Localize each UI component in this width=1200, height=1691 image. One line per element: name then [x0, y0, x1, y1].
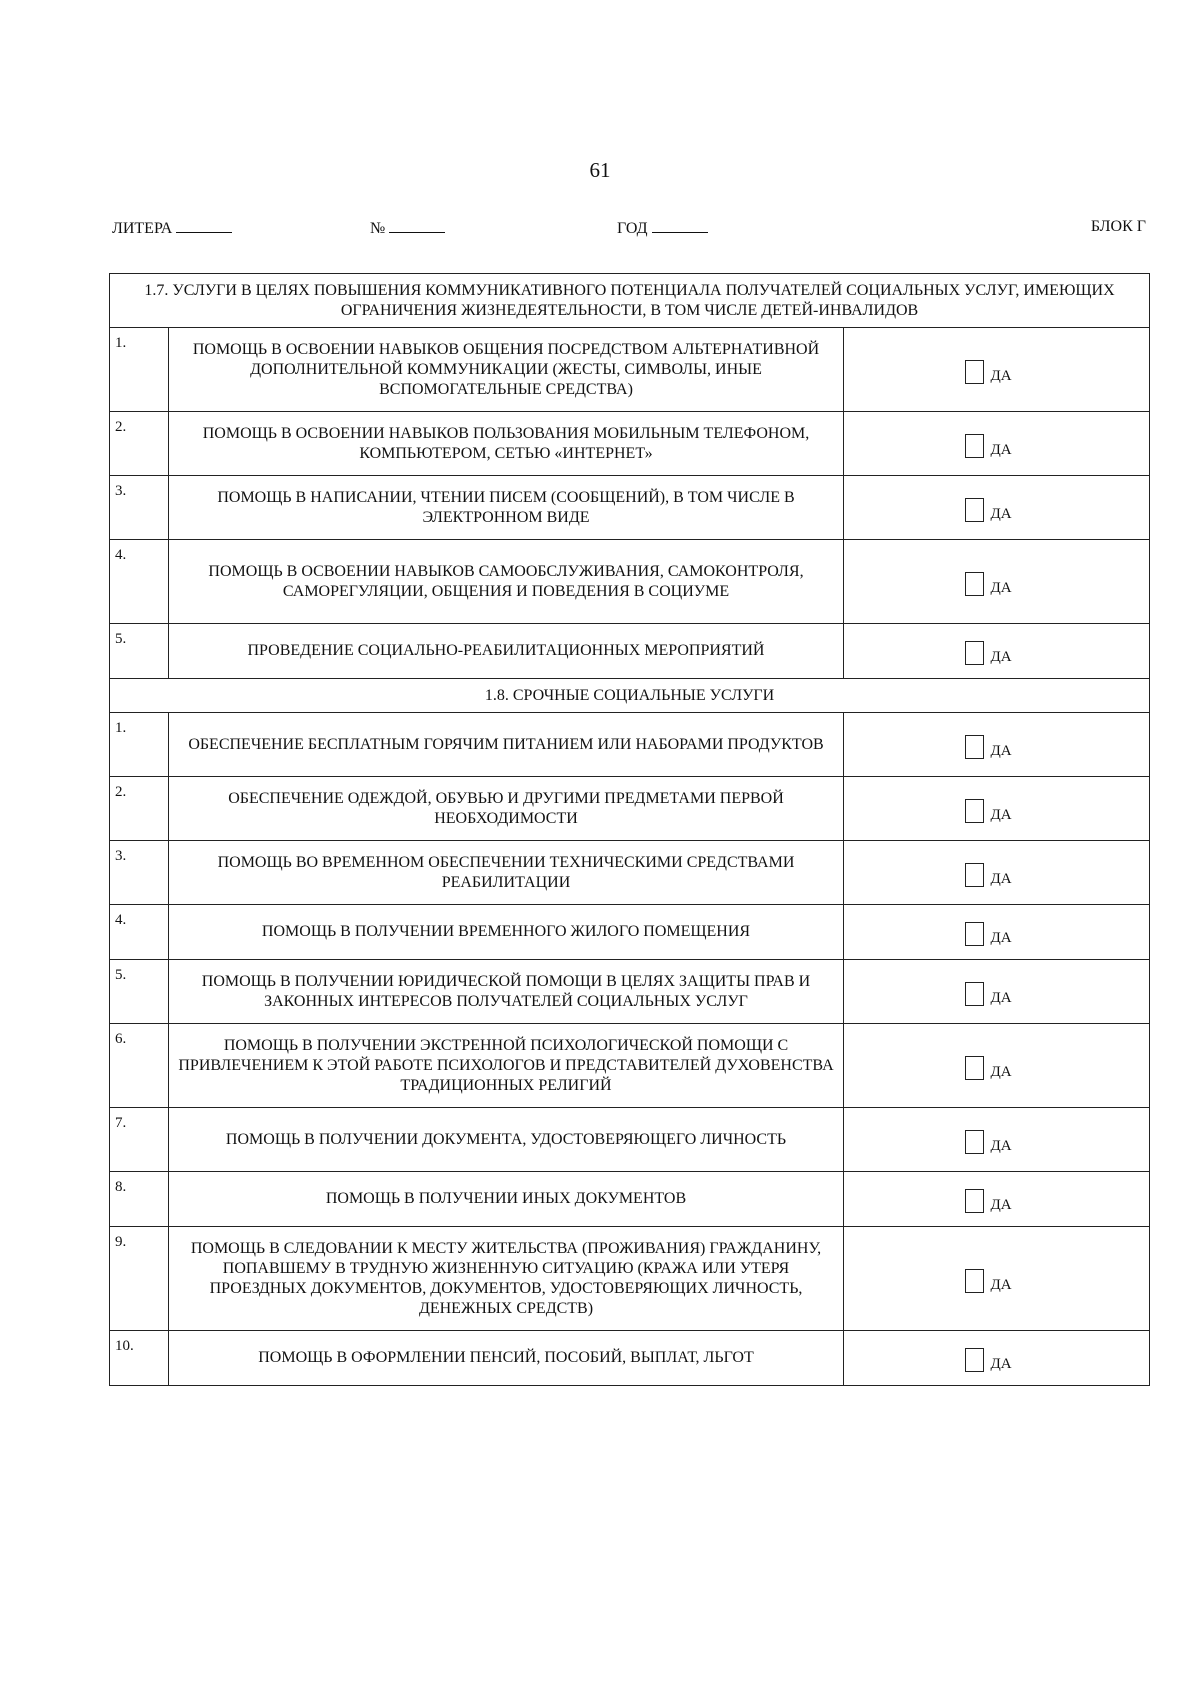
- checkbox-cell: [844, 1227, 1150, 1331]
- yes-label: ДА: [990, 441, 1012, 458]
- checkbox-cell: [844, 960, 1150, 1024]
- table-row: [110, 1108, 1150, 1172]
- yes-option: [965, 434, 1011, 458]
- yes-checkbox[interactable]: [965, 360, 984, 384]
- yes-option: [965, 572, 1011, 596]
- service-description: ПОМОЩЬ В ОСВОЕНИИ НАВЫКОВ ОБЩЕНИЯ ПОСРЕДСТВОМ АЛЬТЕРНАТИВНОЙ ДОПОЛНИТЕЛЬНОЙ КОММУНИКАЦИИ (ЖЕСТЫ, СИМВОЛЫ, ИНЫЕ ВСПОМОГАТЕЛЬНЫЕ СРЕДСТВА): [169, 328, 844, 412]
- service-description: ОБЕСПЕЧЕНИЕ ОДЕЖДОЙ, ОБУВЬЮ И ДРУГИМИ ПРЕДМЕТАМИ ПЕРВОЙ НЕОБХОДИМОСТИ: [169, 777, 844, 841]
- row-number: 4.: [110, 905, 169, 960]
- service-description: ПОМОЩЬ В ПОЛУЧЕНИИ ИНЫХ ДОКУМЕНТОВ: [169, 1172, 844, 1227]
- litera-field: [112, 218, 232, 238]
- service-description: ПРОВЕДЕНИЕ СОЦИАЛЬНО-РЕАБИЛИТАЦИОННЫХ МЕРОПРИЯТИЙ: [169, 624, 844, 679]
- yes-checkbox[interactable]: [965, 572, 984, 596]
- service-description: ОБЕСПЕЧЕНИЕ БЕСПЛАТНЫМ ГОРЯЧИМ ПИТАНИЕМ ИЛИ НАБОРАМИ ПРОДУКТОВ: [169, 713, 844, 777]
- yes-label: ДА: [990, 1137, 1012, 1154]
- section-header-row: [110, 274, 1150, 328]
- yes-checkbox[interactable]: [965, 982, 984, 1006]
- yes-checkbox[interactable]: [965, 498, 984, 522]
- yes-label: ДА: [990, 367, 1012, 384]
- table-row: [110, 905, 1150, 960]
- yes-option: [965, 1348, 1011, 1372]
- yes-label: ДА: [990, 870, 1012, 887]
- section-title: 1.8. СРОЧНЫЕ СОЦИАЛЬНЫЕ УСЛУГИ: [110, 679, 1150, 713]
- checkbox-cell: [844, 1172, 1150, 1227]
- checkbox-cell: [844, 841, 1150, 905]
- yes-checkbox[interactable]: [965, 1269, 984, 1293]
- yes-option: [965, 1189, 1011, 1213]
- yes-label: ДА: [990, 505, 1012, 522]
- row-number: 2.: [110, 777, 169, 841]
- checkbox-cell: [844, 624, 1150, 679]
- row-number: 2.: [110, 412, 169, 476]
- row-number: 8.: [110, 1172, 169, 1227]
- table-row: [110, 960, 1150, 1024]
- yes-option: [965, 799, 1011, 823]
- year-input-line[interactable]: [652, 218, 708, 233]
- row-number: 5.: [110, 960, 169, 1024]
- table-row: [110, 713, 1150, 777]
- yes-label: ДА: [990, 806, 1012, 823]
- page-number: 61: [589, 158, 611, 182]
- services-table: [109, 273, 1150, 1386]
- table-row: [110, 624, 1150, 679]
- yes-label: ДА: [990, 1197, 1012, 1213]
- service-description: ПОМОЩЬ ВО ВРЕМЕННОМ ОБЕСПЕЧЕНИИ ТЕХНИЧЕСКИМИ СРЕДСТВАМИ РЕАБИЛИТАЦИИ: [169, 841, 844, 905]
- checkbox-cell: [844, 713, 1150, 777]
- yes-label: ДА: [990, 1356, 1012, 1372]
- service-description: ПОМОЩЬ В ПОЛУЧЕНИИ ДОКУМЕНТА, УДОСТОВЕРЯЮЩЕГО ЛИЧНОСТЬ: [169, 1108, 844, 1172]
- checkbox-cell: [844, 905, 1150, 960]
- row-number: 5.: [110, 624, 169, 679]
- yes-option: [965, 735, 1011, 759]
- row-number: 7.: [110, 1108, 169, 1172]
- yes-option: [965, 641, 1011, 665]
- form-header: [112, 218, 1146, 242]
- yes-label: ДА: [990, 930, 1012, 946]
- row-number: 3.: [110, 841, 169, 905]
- checkbox-cell: [844, 1331, 1150, 1386]
- yes-checkbox[interactable]: [965, 641, 984, 665]
- service-description: ПОМОЩЬ В НАПИСАНИИ, ЧТЕНИИ ПИСЕМ (СООБЩЕНИЙ), В ТОМ ЧИСЛЕ В ЭЛЕКТРОННОМ ВИДЕ: [169, 476, 844, 540]
- checkbox-cell: [844, 777, 1150, 841]
- yes-checkbox[interactable]: [965, 1130, 984, 1154]
- row-number: 10.: [110, 1331, 169, 1386]
- litera-label: ЛИТЕРА: [112, 220, 173, 237]
- yes-label: ДА: [990, 1276, 1012, 1293]
- yes-label: ДА: [990, 989, 1012, 1006]
- service-description: ПОМОЩЬ В ОСВОЕНИИ НАВЫКОВ ПОЛЬЗОВАНИЯ МОБИЛЬНЫМ ТЕЛЕФОНОМ, КОМПЬЮТЕРОМ, СЕТЬЮ «ИНТЕРНЕТ»: [169, 412, 844, 476]
- yes-label: ДА: [990, 742, 1012, 759]
- yes-label: ДА: [990, 579, 1012, 596]
- service-description: ПОМОЩЬ В ОФОРМЛЕНИИ ПЕНСИЙ, ПОСОБИЙ, ВЫПЛАТ, ЛЬГОТ: [169, 1331, 844, 1386]
- number-label: №: [370, 220, 386, 237]
- checkbox-cell: [844, 476, 1150, 540]
- service-description: ПОМОЩЬ В ПОЛУЧЕНИИ ЭКСТРЕННОЙ ПСИХОЛОГИЧЕСКОЙ ПОМОЩИ С ПРИВЛЕЧЕНИЕМ К ЭТОЙ РАБОТЕ ПСИХОЛОГОВ И ПРЕДСТАВИТЕЛЕЙ ДУХОВЕНСТВА ТРАДИЦИОННЫХ РЕЛИГИЙ: [169, 1024, 844, 1108]
- yes-option: [965, 922, 1011, 946]
- table-row: [110, 540, 1150, 624]
- yes-checkbox[interactable]: [965, 1348, 984, 1372]
- checkbox-cell: [844, 412, 1150, 476]
- row-number: 1.: [110, 713, 169, 777]
- block-label: БЛОК Г: [1090, 218, 1146, 235]
- service-description: ПОМОЩЬ В ПОЛУЧЕНИИ ЮРИДИЧЕСКОЙ ПОМОЩИ В ЦЕЛЯХ ЗАЩИТЫ ПРАВ И ЗАКОННЫХ ИНТЕРЕСОВ ПОЛУЧАТЕЛЕЙ СОЦИАЛЬНЫХ УСЛУГ: [169, 960, 844, 1024]
- row-number: 1.: [110, 328, 169, 412]
- yes-option: [965, 1056, 1011, 1080]
- row-number: 3.: [110, 476, 169, 540]
- section-title: 1.7. УСЛУГИ В ЦЕЛЯХ ПОВЫШЕНИЯ КОММУНИКАТИВНОГО ПОТЕНЦИАЛА ПОЛУЧАТЕЛЕЙ СОЦИАЛЬНЫХ УСЛУГ, ИМЕЮЩИХ ОГРАНИЧЕНИЯ ЖИЗНЕДЕЯТЕЛЬНОСТИ, В ТОМ ЧИСЛЕ ДЕТЕЙ-ИНВАЛИДОВ: [110, 274, 1150, 328]
- yes-option: [965, 863, 1011, 887]
- table-row: [110, 841, 1150, 905]
- number-field: [370, 218, 445, 238]
- yes-option: [965, 360, 1011, 384]
- yes-checkbox[interactable]: [965, 863, 984, 887]
- yes-option: [965, 1269, 1011, 1293]
- row-number: 6.: [110, 1024, 169, 1108]
- section-header-row: [110, 679, 1150, 713]
- row-number: 4.: [110, 540, 169, 624]
- service-description: ПОМОЩЬ В ПОЛУЧЕНИИ ВРЕМЕННОГО ЖИЛОГО ПОМЕЩЕНИЯ: [169, 905, 844, 960]
- year-field: [617, 218, 708, 238]
- table-row: [110, 476, 1150, 540]
- checkbox-cell: [844, 540, 1150, 624]
- number-input-line[interactable]: [389, 218, 445, 233]
- service-description: ПОМОЩЬ В ОСВОЕНИИ НАВЫКОВ САМООБСЛУЖИВАНИЯ, САМОКОНТРОЛЯ, САМОРЕГУЛЯЦИИ, ОБЩЕНИЯ И ПОВЕДЕНИЯ В СОЦИУМЕ: [169, 540, 844, 624]
- litera-input-line[interactable]: [176, 218, 232, 233]
- yes-option: [965, 498, 1011, 522]
- yes-option: [965, 982, 1011, 1006]
- table-row: [110, 328, 1150, 412]
- yes-checkbox[interactable]: [965, 922, 984, 946]
- yes-checkbox[interactable]: [965, 735, 984, 759]
- table-row: [110, 1024, 1150, 1108]
- yes-checkbox[interactable]: [965, 434, 984, 458]
- yes-checkbox[interactable]: [965, 799, 984, 823]
- table-row: [110, 777, 1150, 841]
- table-row: [110, 412, 1150, 476]
- yes-label: ДА: [990, 649, 1012, 665]
- year-label: ГОД: [617, 220, 648, 237]
- service-description: ПОМОЩЬ В СЛЕДОВАНИИ К МЕСТУ ЖИТЕЛЬСТВА (ПРОЖИВАНИЯ) ГРАЖДАНИНУ, ПОПАВШЕМУ В ТРУДНУЮ ЖИЗНЕННУЮ СИТУАЦИЮ (КРАЖА ИЛИ УТЕРЯ ПРОЕЗДНЫХ ДОКУМЕНТОВ, ДОКУМЕНТОВ, УДОСТОВЕРЯЮЩИХ ЛИЧНОСТЬ, ДЕНЕЖНЫХ СРЕДСТВ): [169, 1227, 844, 1331]
- table-row: [110, 1331, 1150, 1386]
- table-row: [110, 1227, 1150, 1331]
- checkbox-cell: [844, 1024, 1150, 1108]
- table-row: [110, 1172, 1150, 1227]
- row-number: 9.: [110, 1227, 169, 1331]
- checkbox-cell: [844, 1108, 1150, 1172]
- yes-checkbox[interactable]: [965, 1056, 984, 1080]
- yes-label: ДА: [990, 1063, 1012, 1080]
- yes-checkbox[interactable]: [965, 1189, 984, 1213]
- yes-option: [965, 1130, 1011, 1154]
- checkbox-cell: [844, 328, 1150, 412]
